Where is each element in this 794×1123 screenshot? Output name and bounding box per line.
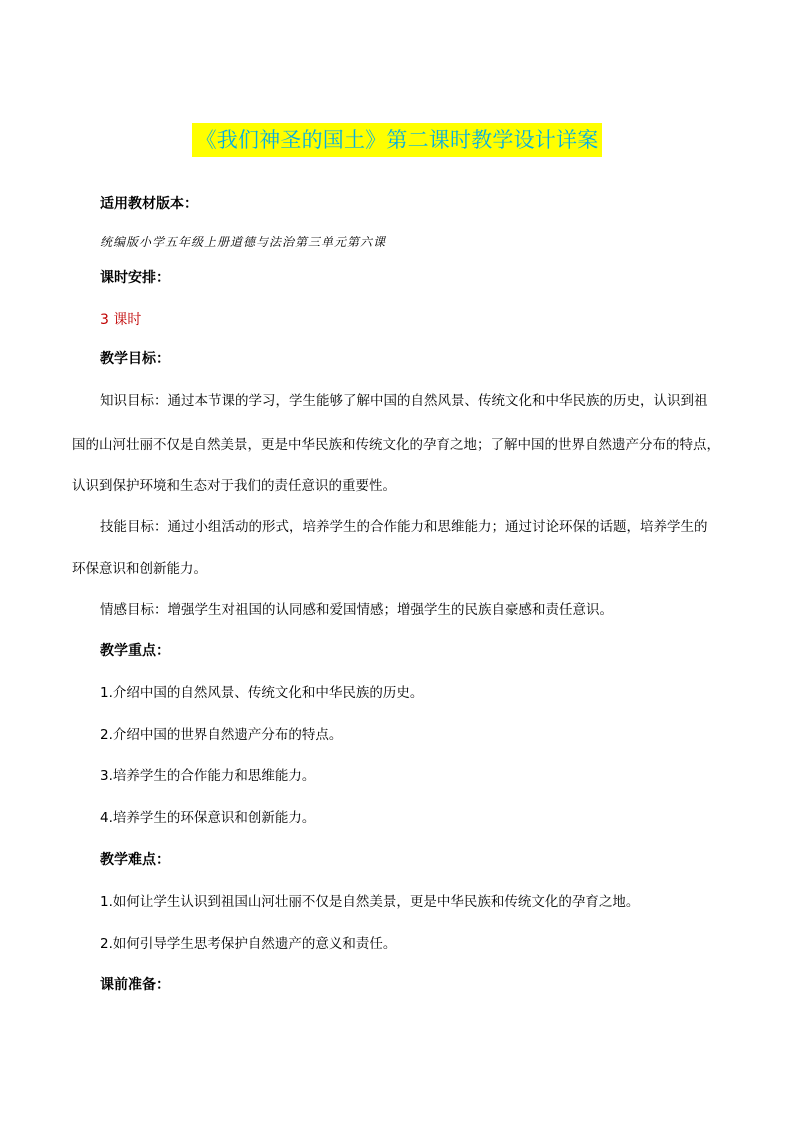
document-title: 《我们神圣的国土》第二课时教学设计详案 [192,123,603,157]
edition-label: 适用教材版本： [100,196,198,212]
title-container [0,123,794,157]
key-points-label: 教学重点： [100,643,170,659]
knowledge-goal-line-3: 认识到保护环境和生态对于我们的责任意识的重要性。 [72,478,396,494]
key-point-item: 1.介绍中国的自然风景、传统文化和中华民族的历史。 [100,685,424,701]
knowledge-goal-line-2: 国的山河壮丽不仅是自然美景，更是中华民族和传统文化的孕育之地；了解中国的世界自然遗产分布的特点， [72,437,720,453]
skill-goal-line-2: 环保意识和创新能力。 [72,561,207,577]
difficulty-item: 1.如何让学生认识到祖国山河壮丽不仅是自然美景，更是中华民族和传统文化的孕育之地。 [100,894,640,910]
edition-value: 统编版小学五年级上册道德与法治第三单元第六课 [100,235,387,249]
objectives-label: 教学目标： [100,351,170,367]
emotion-goal: 情感目标：增强学生对祖国的认同感和爱国情感；增强学生的民族自豪感和责任意识。 [100,602,613,618]
difficulties-label: 教学难点： [100,852,170,868]
knowledge-goal-line-1: 知识目标：通过本节课的学习，学生能够了解中国的自然风景、传统文化和中华民族的历史，认识到祖 [100,393,708,409]
schedule-value: 3 课时 [100,312,142,328]
key-point-item: 3.培养学生的合作能力和思维能力。 [100,768,316,784]
schedule-label: 课时安排： [100,270,170,286]
preparation-label: 课前准备： [100,977,170,993]
difficulty-item: 2.如何引导学生思考保护自然遗产的意义和责任。 [100,936,397,952]
key-point-item: 4.培养学生的环保意识和创新能力。 [100,810,316,826]
skill-goal-line-1: 技能目标：通过小组活动的形式，培养学生的合作能力和思维能力；通过讨论环保的话题，培养学生的 [100,519,708,535]
key-point-item: 2.介绍中国的世界自然遗产分布的特点。 [100,727,343,743]
